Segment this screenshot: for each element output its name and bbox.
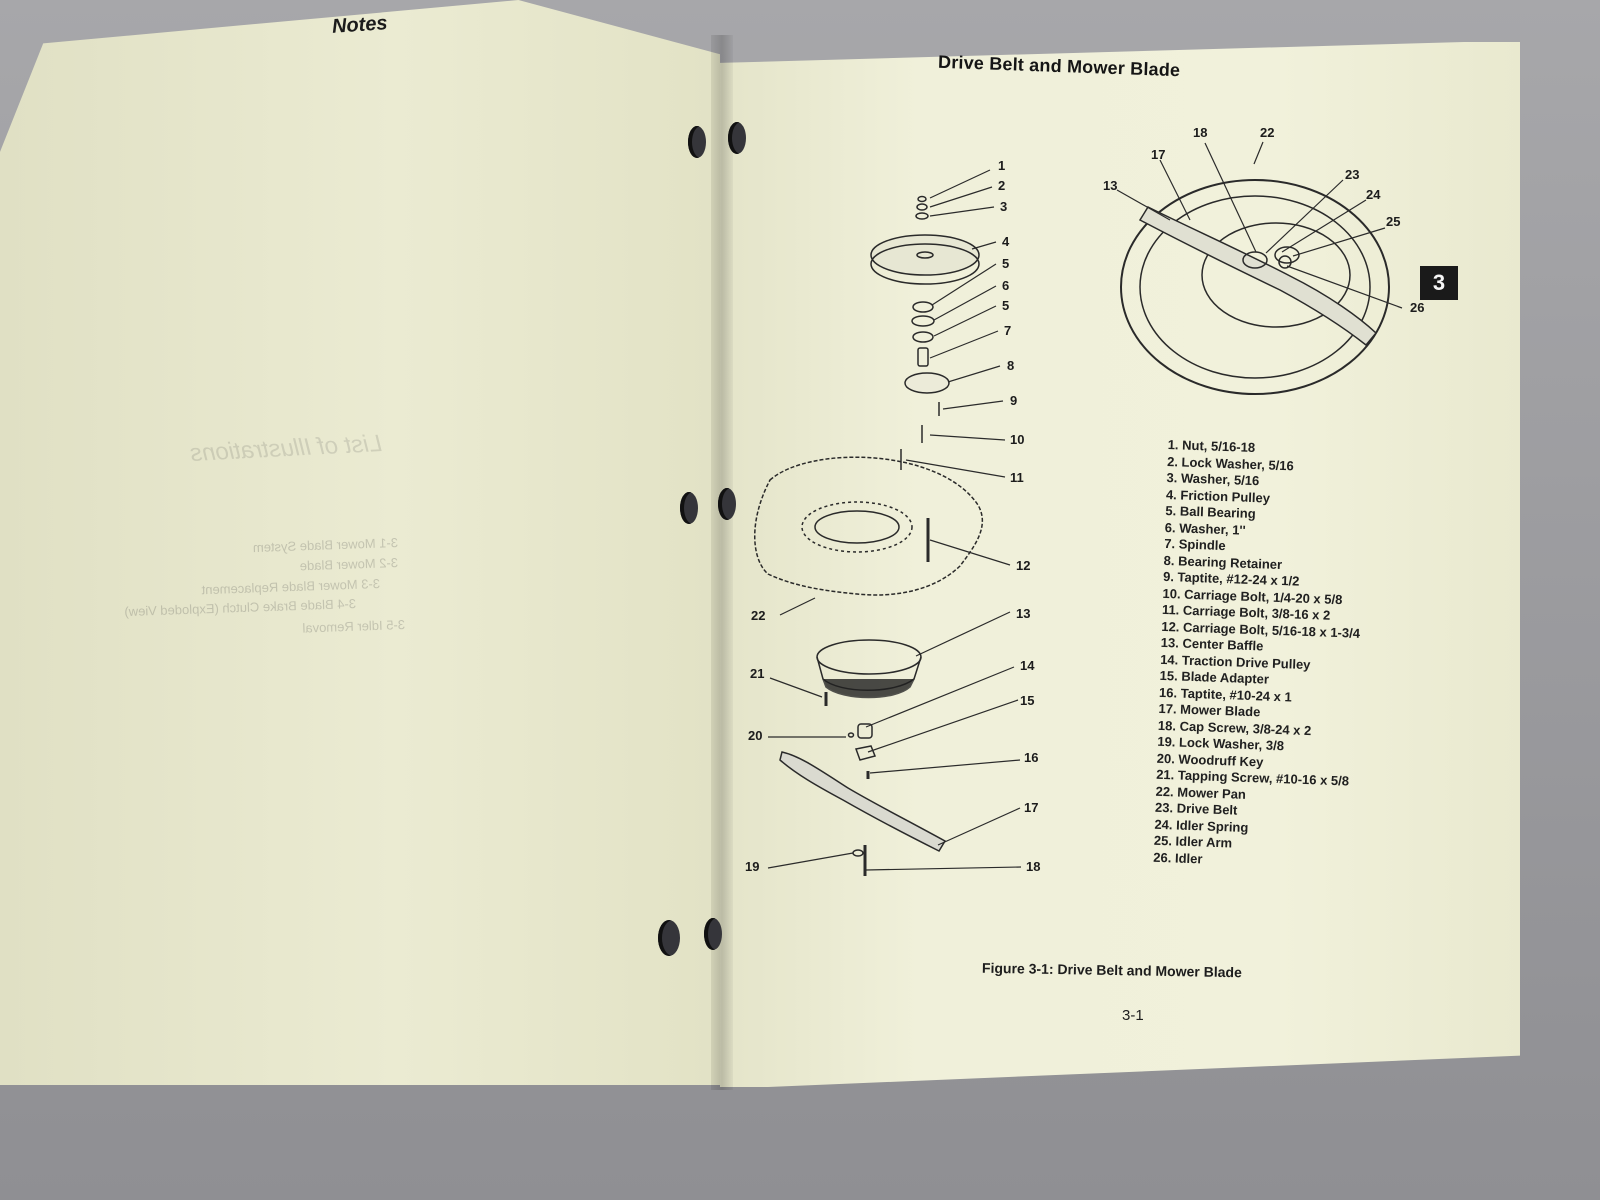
- top-callout-22: 22: [1260, 125, 1275, 140]
- figure-caption: Figure 3-1: Drive Belt and Mower Blade: [981, 959, 1242, 981]
- part-item: 6. Washer, 1'': [1164, 519, 1246, 538]
- callout-9: 9: [1010, 393, 1018, 408]
- part-item: 25. Idler Arm: [1153, 832, 1233, 851]
- part-item: 23. Drive Belt: [1154, 799, 1238, 818]
- binder-hole-left-top: [688, 126, 706, 158]
- callout-12: 12: [1016, 558, 1031, 573]
- binder-hole-right-top: [728, 122, 746, 154]
- callout-21: 21: [750, 666, 765, 681]
- part-item: 5. Ball Bearing: [1165, 502, 1256, 522]
- callout-17: 17: [1024, 800, 1039, 815]
- show-through-line: 3-4 Blade Brake Clutch (Exploded View): [124, 596, 357, 620]
- top-callout-24: 24: [1366, 187, 1381, 202]
- part-item: 11. Carriage Bolt, 3/8-16 x 2: [1161, 601, 1331, 623]
- top-callout-17: 17: [1151, 147, 1166, 162]
- callout-14: 14: [1020, 658, 1035, 673]
- callout-22: 22: [751, 608, 766, 623]
- show-through-line: 3-5 Idler Removal: [302, 617, 406, 636]
- callout-2: 2: [998, 178, 1006, 193]
- callout-5: 5: [1002, 256, 1010, 271]
- part-item: 14. Traction Drive Pulley: [1159, 651, 1311, 672]
- part-item: 15. Blade Adapter: [1159, 667, 1270, 687]
- page-number: 3-1: [1122, 1007, 1144, 1024]
- part-item: 1. Nut, 5/16-18: [1167, 437, 1256, 456]
- parts-list: [1153, 437, 1488, 877]
- part-item: 22. Mower Pan: [1155, 783, 1247, 802]
- callout-5: 5: [1002, 298, 1010, 313]
- part-item: 12. Carriage Bolt, 5/16-18 x 1-3/4: [1161, 618, 1361, 641]
- top-callout-18: 18: [1193, 125, 1208, 140]
- part-item: 18. Cap Screw, 3/8-24 x 2: [1157, 717, 1312, 738]
- callout-6: 6: [1002, 278, 1010, 293]
- top-callout-23: 23: [1345, 167, 1360, 182]
- part-item: 13. Center Baffle: [1160, 634, 1264, 654]
- section-tab: 3: [1420, 266, 1458, 300]
- callout-16: 16: [1024, 750, 1039, 765]
- callout-19: 19: [745, 859, 760, 874]
- part-item: 17. Mower Blade: [1158, 700, 1261, 720]
- show-through-title: List of Illustrations: [189, 429, 383, 468]
- show-through-line: 3-1 Mower Blade System: [252, 535, 399, 556]
- part-item: 2. Lock Washer, 5/16: [1166, 453, 1295, 473]
- binder-hole-right-bottom: [704, 918, 722, 950]
- part-item: 8. Bearing Retainer: [1163, 552, 1283, 572]
- callout-3: 3: [1000, 199, 1008, 214]
- callout-20: 20: [748, 728, 763, 743]
- page-title: Drive Belt and Mower Blade: [937, 51, 1181, 81]
- callout-8: 8: [1007, 358, 1015, 373]
- callout-4: 4: [1002, 234, 1010, 249]
- part-item: 3. Washer, 5/16: [1166, 469, 1260, 489]
- part-item: 26. Idler: [1153, 849, 1203, 866]
- callout-15: 15: [1020, 693, 1035, 708]
- part-item: 4. Friction Pulley: [1165, 486, 1271, 506]
- top-callout-13: 13: [1103, 178, 1118, 193]
- show-through-line: 3-3 Mower Blade Replacement: [201, 576, 381, 598]
- part-item: 24. Idler Spring: [1154, 816, 1249, 835]
- show-through-line: 3-2 Mower Blade: [299, 555, 399, 574]
- top-callout-25: 25: [1386, 214, 1401, 229]
- callout-11: 11: [1010, 470, 1024, 485]
- callout-10: 10: [1010, 432, 1025, 447]
- notes-heading: Notes: [331, 12, 389, 38]
- part-item: 9. Taptite, #12-24 x 1/2: [1162, 568, 1300, 589]
- part-item: 16. Taptite, #10-24 x 1: [1158, 684, 1293, 704]
- callout-7: 7: [1004, 323, 1012, 338]
- part-item: 21. Tapping Screw, #10-16 x 5/8: [1155, 766, 1350, 789]
- part-item: 19. Lock Washer, 3/8: [1157, 733, 1285, 754]
- part-item: 20. Woodruff Key: [1156, 750, 1264, 770]
- part-item: 7. Spindle: [1164, 535, 1226, 554]
- callout-13: 13: [1016, 606, 1031, 621]
- binder-hole-left-bottom: [658, 920, 680, 956]
- callout-1: 1: [998, 158, 1006, 173]
- top-callout-26: 26: [1410, 300, 1425, 315]
- binder-hole-right-middle: [718, 488, 736, 520]
- callout-18: 18: [1026, 859, 1041, 874]
- part-item: 10. Carriage Bolt, 1/4-20 x 5/8: [1162, 585, 1343, 607]
- binder-hole-left-middle: [680, 492, 698, 524]
